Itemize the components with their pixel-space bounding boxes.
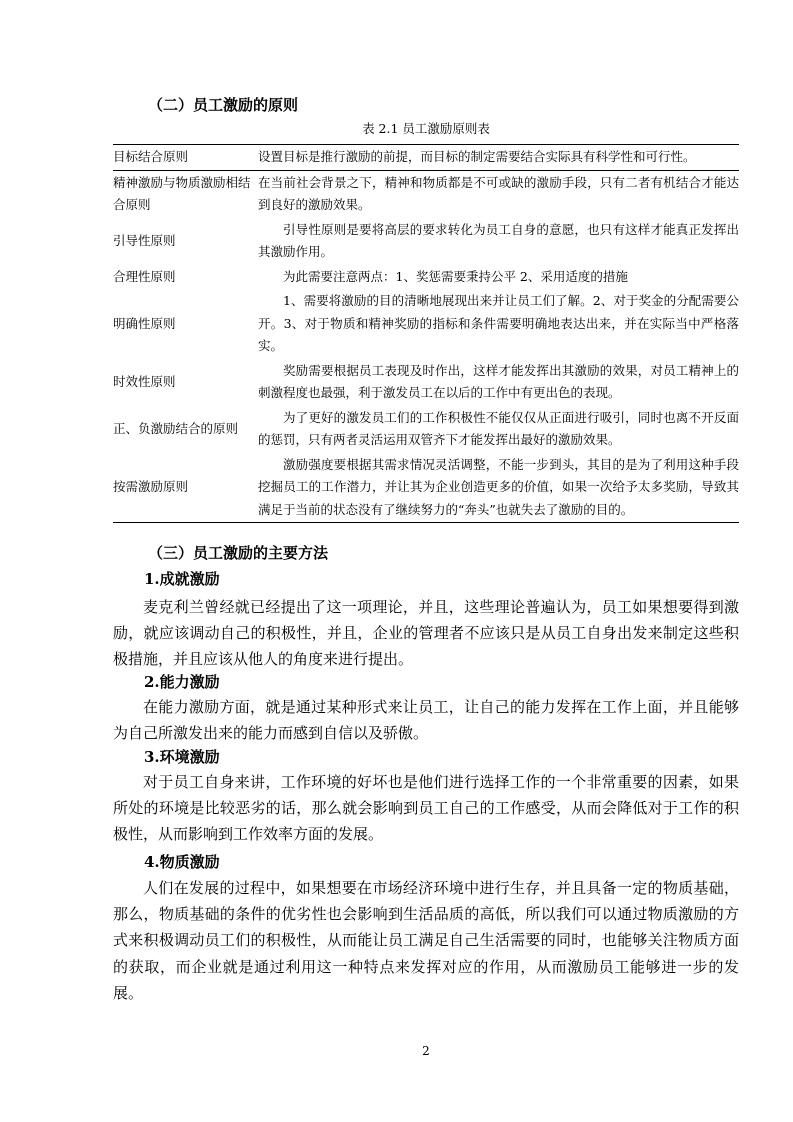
table-row: [113, 289, 739, 359]
section-heading-methods: （三）员工激励的主要方法: [148, 544, 329, 562]
table-row: [113, 218, 739, 265]
table-row: [113, 453, 739, 523]
method-heading: 1.成就激励: [144, 570, 220, 588]
method-heading: 4.物质激励: [144, 853, 220, 871]
method-heading: 2.能力激励: [144, 673, 220, 691]
principle-name: 正、负激励结合的原则: [113, 420, 239, 436]
page-number: 2: [422, 1044, 430, 1058]
principle-name: 按需激励原则: [113, 479, 189, 494]
principle-name: 引导性原则: [113, 232, 176, 248]
principle-name: 目标结合原则: [113, 145, 258, 171]
principle-name: 时效性原则: [113, 373, 176, 389]
principle-description: 设置目标是推行激励的前提，而目标的制定需要结合实际具有科学性和可行性。: [258, 145, 739, 171]
principle-description: 1、需要将激励的目的清晰地展现出来并让员工们了解。2、对于奖金的分配需要公开。3、对于物质和精神奖励的指标和条件需要明确地表达出来，并在实际当中严格落实。: [258, 293, 739, 353]
table-row: [113, 406, 739, 453]
table-row: [113, 359, 739, 406]
principle-description: 奖励需要根据员工表现及时作出，这样才能发挥出其激励的效果，对员工精神上的刺激程度也最强，利于激发员工在以后的工作中有更出色的表现。: [258, 362, 739, 400]
method-heading: 3.环境激励: [144, 748, 220, 766]
principle-description: 引导性原则是要将高层的要求转化为员工自身的意愿，也只有这样才能真正发挥出其激励作用。: [258, 221, 739, 259]
principle-description: 在当前社会背景之下，精神和物质都是不可或缺的激励手段，只有二者有机结合才能达到良好的激励效果。: [258, 174, 739, 212]
method-paragraph: 对于员工自身来讲，工作环境的好坏也是他们进行选择工作的一个非常重要的因素，如果所处的环境是比较恶劣的话，那么就会影响到员工自己的工作感受，从而会降低对于工作的积极性，从而影响到工作效率方面的发展。: [113, 773, 739, 844]
table-row: [113, 265, 739, 290]
principle-description: 为了更好的激发员工们的工作积极性不能仅仅从正面进行吸引，同时也离不开反面的惩罚，只有两者灵活运用双管齐下才能发挥出最好的激励效果。: [258, 409, 739, 447]
table-caption: 表 2.1 员工激励原则表: [362, 121, 490, 136]
principle-name: 明确性原则: [113, 315, 176, 331]
principle-description: 激励强度要根据其需求情况灵活调整，不能一步到头，其目的是为了利用这种手段挖掘员工的工作潜力，并让其为企业创造更多的价值，如果一次给予太多奖励，导致其满足于当前的状态没有了继续努力的“奔头”也就失去了激励的目的。: [258, 456, 739, 517]
table-row: [113, 145, 739, 171]
method-paragraph: 麦克利兰曾经就已经提出了这一项理论，并且，这些理论普遍认为，员工如果想要得到激励，就应该调动自己的积极性，并且，企业的管理者不应该只是从员工自身出发来制定这些积极措施，并且应该从他人的角度来进行提出。: [113, 598, 739, 669]
method-paragraph: 在能力激励方面，就是通过某种形式来让员工，让自己的能力发挥在工作上面，并且能够为自己所激发出来的能力而感到自信以及骄傲。: [113, 698, 739, 743]
section-heading-principles: （二）员工激励的原则: [148, 96, 299, 114]
principle-description: 为此需要注意两点：1、奖惩需要秉持公平 2、采用适度的措施: [283, 268, 628, 284]
table-row: [113, 170, 739, 218]
principle-name: 合理性原则: [113, 268, 176, 284]
principle-name: 精神激励与物质激励相结合原则: [113, 174, 251, 212]
principles-table: [113, 144, 739, 523]
method-paragraph: 人们在发展的过程中，如果想要在市场经济环境中进行生存，并且具备一定的物质基础，那么，物质基础的条件的优劣性也会影响到生活品质的高低，所以我们可以通过物质激励的方式来积极调动员工们的积极性，从而能让员工满足自己生活需要的同时，也能够关注物质方面的获取，而企业就是通过利用这一种特点来发挥对应的作用，从而激励员工能够进一步的发展。: [113, 879, 739, 1002]
